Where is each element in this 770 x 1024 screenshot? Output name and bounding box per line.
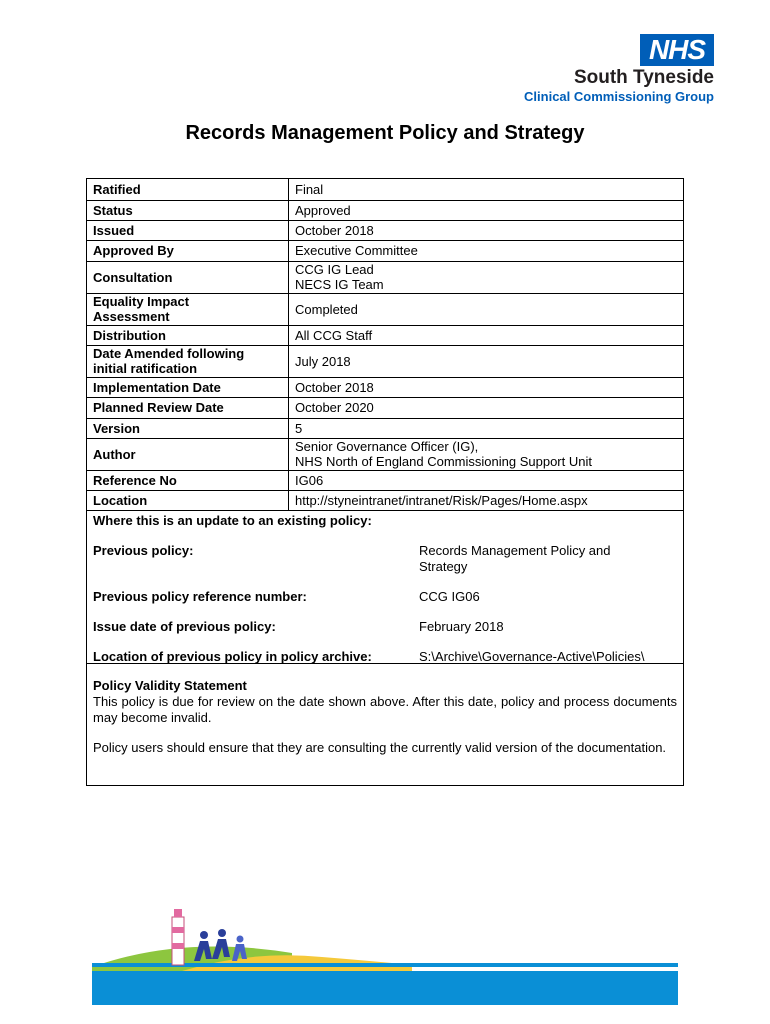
row-label: Issued <box>87 220 289 240</box>
row-value: October 2020 <box>289 397 684 418</box>
table-row <box>87 397 683 418</box>
row-value: Approved <box>289 200 684 220</box>
previous-location-label: Location of previous policy in policy archive: <box>93 648 372 664</box>
row-value: Completed <box>289 293 684 325</box>
update-heading: Where this is an update to an existing policy: <box>93 512 372 528</box>
table-row <box>87 438 683 470</box>
location-link[interactable]: http://styneintranet/intranet/Risk/Pages/Home.aspx <box>289 490 684 510</box>
table-row <box>87 293 683 325</box>
previous-policy-value <box>419 543 639 575</box>
policy-info-box <box>86 178 684 786</box>
row-label: Location <box>87 490 289 510</box>
org-subtitle: Clinical Commissioning Group <box>524 89 714 104</box>
table-row <box>87 179 683 200</box>
row-value-line: NECS IG Team <box>295 277 384 292</box>
row-value-line: Senior Governance Officer (IG), <box>295 439 479 454</box>
footer-illustration <box>92 905 678 1005</box>
row-value: Executive Committee <box>289 240 684 261</box>
table-row <box>87 325 683 345</box>
row-label: Ratified <box>87 179 289 200</box>
list-item <box>93 619 677 649</box>
row-value: All CCG Staff <box>289 325 684 345</box>
row-value: 5 <box>289 418 684 438</box>
sea-band-shape <box>92 971 678 1005</box>
previous-policy-label: Previous policy: <box>93 542 194 558</box>
row-label-line: Equality Impact <box>93 294 190 309</box>
validity-paragraph: This policy is due for review on the date shown above. After this date, policy and process documents may become invalid. <box>93 694 677 725</box>
table-row <box>87 418 683 438</box>
table-row <box>87 261 683 293</box>
nhs-logo <box>504 34 714 106</box>
row-label: Version <box>87 418 289 438</box>
table-row <box>87 220 683 240</box>
previous-policy-section <box>87 511 683 667</box>
validity-statement <box>87 663 683 756</box>
row-value: October 2018 <box>289 220 684 240</box>
row-label <box>87 293 289 325</box>
nhs-logo-mark: NHS <box>640 34 714 66</box>
row-value-line: NHS North of England Commissioning Support Unit <box>295 454 592 469</box>
table-row <box>87 240 683 261</box>
org-name: South Tyneside <box>573 67 714 88</box>
row-label: Distribution <box>87 325 289 345</box>
row-label: Planned Review Date <box>87 397 289 418</box>
row-value: Final <box>289 179 684 200</box>
table-row <box>87 377 683 397</box>
row-label-line: Assessment <box>93 309 170 324</box>
row-label: Author <box>87 438 289 470</box>
previous-ref-value: CCG IG06 <box>419 588 480 604</box>
validity-heading: Policy Validity Statement <box>93 678 247 693</box>
row-label: Reference No <box>87 470 289 490</box>
row-value: July 2018 <box>289 345 684 377</box>
row-value <box>289 261 684 293</box>
table-row <box>87 345 683 377</box>
previous-issue-date-label: Issue date of previous policy: <box>93 618 276 634</box>
previous-policy-value-line: Records Management Policy and <box>419 542 611 558</box>
row-label: Implementation Date <box>87 377 289 397</box>
row-label-line: Date Amended following <box>93 346 245 361</box>
row-label: Status <box>87 200 289 220</box>
previous-ref-label: Previous policy reference number: <box>93 588 307 604</box>
row-label <box>87 345 289 377</box>
list-item <box>93 543 677 589</box>
previous-policy-value-line: Strategy <box>419 558 468 574</box>
previous-issue-date-value: February 2018 <box>419 618 504 634</box>
row-value <box>289 438 684 470</box>
policy-info-table <box>87 179 683 511</box>
previous-location-value: S:\Archive\Governance-Active\Policies\ <box>419 648 645 664</box>
row-value: IG06 <box>289 470 684 490</box>
table-row <box>87 200 683 220</box>
list-item <box>93 589 677 619</box>
row-label-line: initial ratification <box>93 361 198 376</box>
validity-paragraph: Policy users should ensure that they are consulting the currently valid version of the documentation. <box>93 740 667 755</box>
row-label: Approved By <box>87 240 289 261</box>
lighthouse-icon <box>172 909 184 965</box>
table-row <box>87 490 683 510</box>
row-value: October 2018 <box>289 377 684 397</box>
row-value-line: CCG IG Lead <box>295 262 374 277</box>
table-row <box>87 470 683 490</box>
page-title: Records Management Policy and Strategy <box>185 122 585 144</box>
row-label: Consultation <box>87 261 289 293</box>
